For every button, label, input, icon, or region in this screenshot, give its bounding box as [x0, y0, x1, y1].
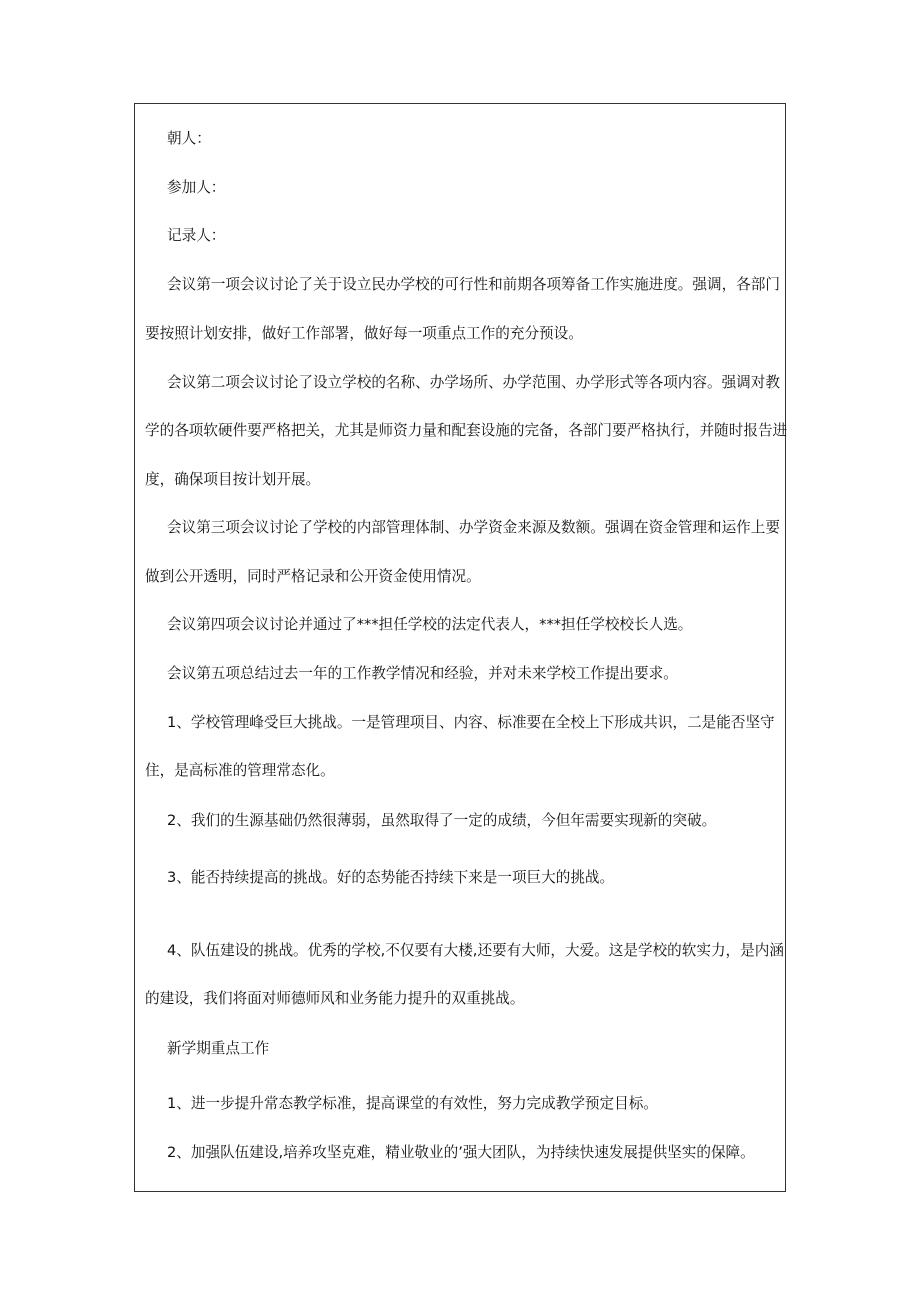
challenge-4-line-1: 4、队伍建设的挑战。优秀的学校,不仅要有大楼,还要有大师，大爱。这是学校的软实力，是内涵	[167, 942, 784, 959]
challenge-1-line-1: 1、学校管理峰受巨大挑战。一是管理项目、内容、标准要在全校上下形成共识，二是能否坚守	[167, 714, 775, 731]
attendee-chair-label: 朝人：	[167, 130, 211, 147]
challenge-4-line-2: 的建设，我们将面对师德师风和业务能力提升的双重挑战。	[145, 990, 525, 1007]
item-3-line-2: 做到公开透明，同时严格记录和公开资金使用情况。	[145, 568, 481, 585]
attendee-participants-label: 参加人：	[167, 179, 226, 196]
item-1-line-2: 要按照计划安排，做好工作部署，做好每一项重点工作的充分预设。	[145, 325, 583, 342]
work-item-1-line: 1、进一步提升常态教学标准，提高课堂的有效性，努力完成教学预定目标。	[167, 1095, 658, 1112]
item-3-line-1: 会议第三项会议讨论了学校的内部管理体制、办学资金来源及数额。强调在资金管理和运作上要	[167, 519, 780, 536]
item-2-line-1: 会议第二项会议讨论了设立学校的名称、办学场所、办学范围、办学形式等各项内容。强调对教	[167, 374, 780, 391]
item-1-line-1: 会议第一项会议讨论了关于设立民办学校的可行性和前期各项筹备工作实施进度。强调，各部门	[167, 276, 780, 293]
section-heading-new-term: 新学期重点工作	[167, 1040, 270, 1057]
recorder-label: 记录人：	[167, 227, 226, 244]
work-item-2-line: 2、加强队伍建设,培养攻坚克难，精业敬业的’强大团队，为持续快速发展提供坚实的保障。	[167, 1144, 755, 1161]
item-4-line: 会议第四项会议讨论并通过了***担任学校的法定代表人，***担任学校校长人选。	[167, 616, 693, 633]
challenge-1-line-2: 住，是高标准的管理常态化。	[145, 762, 335, 779]
item-5-line: 会议第五项总结过去一年的工作教学情况和经验，并对未来学校工作提出要求。	[167, 665, 678, 682]
item-2-line-2: 学的各项软硬件要严格把关，尤其是师资力量和配套设施的完备，各部门要严格执行，并随时报告进	[145, 422, 788, 439]
challenge-2-line: 2、我们的生源基础仍然很薄弱，虽然取得了一定的成绩，今但年需要实现新的突破。	[167, 812, 717, 829]
challenge-3-line: 3、能否持续提高的挑战。好的态势能否持续下来是一项巨大的挑战。	[167, 869, 615, 886]
item-2-line-3: 度，确保项目按计划开展。	[145, 471, 321, 488]
document-frame	[134, 103, 786, 1192]
